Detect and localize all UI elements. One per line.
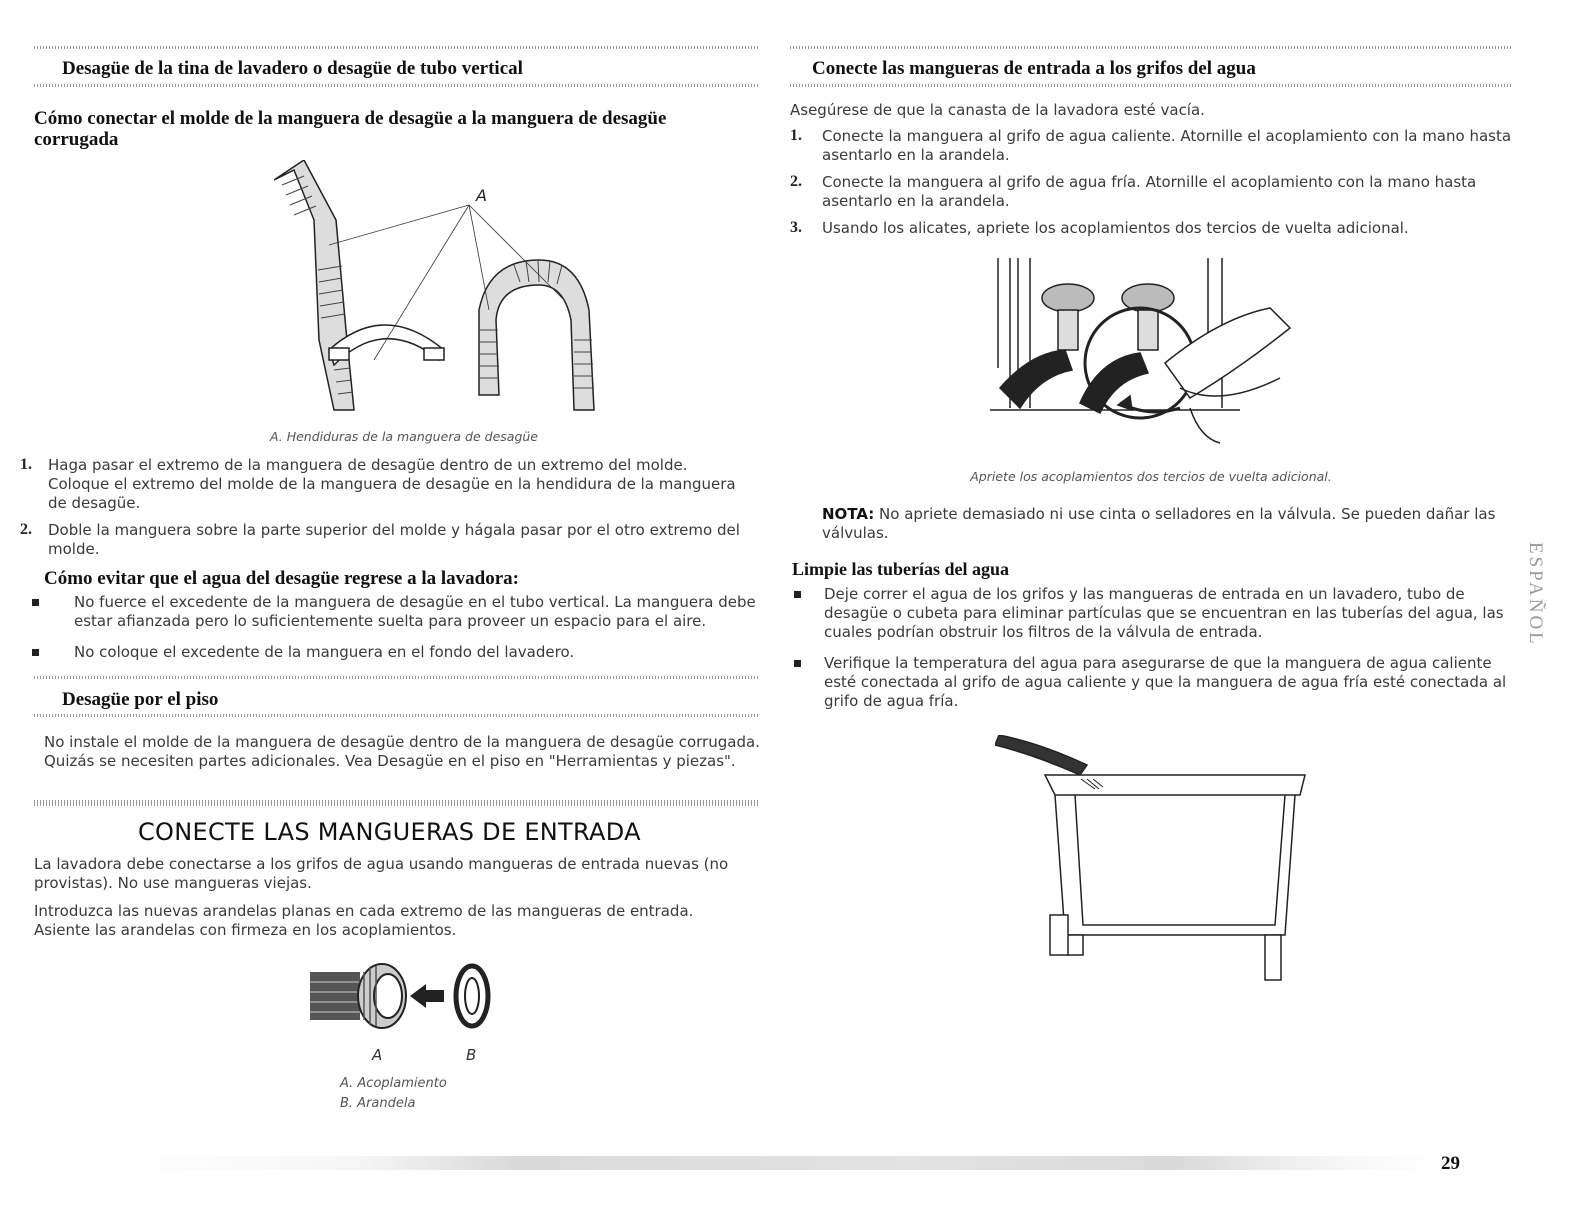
figure-caption: A. Hendiduras de la manguera de desagüe xyxy=(269,429,539,444)
bullet-icon xyxy=(794,591,801,598)
step-number: 2. xyxy=(20,521,32,538)
drain-hose-form-illustration xyxy=(274,160,614,420)
divider xyxy=(34,84,758,87)
figure-caption-a: A. Acoplamiento xyxy=(340,1076,447,1091)
note-text xyxy=(822,505,1512,543)
divider xyxy=(34,46,758,49)
footer-bar xyxy=(120,1156,1438,1170)
subsection-title-connect-form: Cómo conectar el molde de la manguera de desagüe a la manguera de desagüe corrugada xyxy=(34,108,667,150)
coupling-washer-illustration xyxy=(310,962,510,1042)
faucet-pliers-illustration xyxy=(990,258,1320,458)
paragraph: Introduzca las nuevas arandelas planas en cada extremo de las mangueras de entrada. Asiente las arandelas con firmeza en los acoplamientos. xyxy=(34,902,694,939)
subsection-title-flush-lines: Limpie las tuberías del agua xyxy=(792,559,1010,579)
laundry-tub-illustration xyxy=(995,735,1315,985)
figure-caption: Apriete los acoplamientos dos tercios de vuelta adicional. xyxy=(970,469,1332,484)
note-label: NOTA: xyxy=(822,505,875,523)
figure-caption-b: B. Arandela xyxy=(340,1096,416,1111)
figure-label-b: B xyxy=(466,1046,477,1064)
language-tab-label: ESPAÑOL xyxy=(1525,542,1546,647)
divider xyxy=(34,714,758,717)
section-title-connect-hoses: Conecte las mangueras de entrada a los grifos del agua xyxy=(812,58,1256,79)
note-body: No apriete demasiado ni use cinta o selladores en la válvula. Se pueden dañar las válvulas. xyxy=(822,505,1496,542)
step-number: 3. xyxy=(790,219,802,236)
figure-label-a: A xyxy=(476,186,487,205)
step-text: Usando los alicates, apriete los acoplamientos dos tercios de vuelta adicional. xyxy=(822,219,1409,237)
bullet-text: No coloque el excedente de la manguera en el fondo del lavadero. xyxy=(74,643,575,661)
bullet-text: Verifique la temperatura del agua para asegurarse de que la manguera de agua caliente esté conectada al grifo de agua caliente y que la manguera de agua fría esté conectada al grifo de agua fría. xyxy=(824,654,1507,710)
intro-text: Asegúrese de que la canasta de la lavadora esté vacía. xyxy=(790,101,1205,119)
step-text: Doble la manguera sobre la parte superior del molde y hágala pasar por el otro extremo del molde. xyxy=(48,521,740,558)
divider xyxy=(34,676,758,679)
floor-drain-text: No instale el molde de la manguera de desagüe dentro de la manguera de desagüe corrugada. Quizás se necesiten partes adicionales. Vea Desagüe en el piso en "Herramientas y piezas". xyxy=(44,733,760,770)
figure-label-a: A xyxy=(372,1046,383,1064)
step-number: 2. xyxy=(790,173,802,190)
divider xyxy=(34,800,758,806)
divider xyxy=(790,84,1512,87)
step-text: Conecte la manguera al grifo de agua fría. Atornille el acoplamiento con la mano hasta asentarlo en la arandela. xyxy=(822,173,1477,210)
language-tab xyxy=(1524,542,1550,662)
step-number: 1. xyxy=(790,127,802,144)
divider xyxy=(790,46,1512,49)
step-text: Conecte la manguera al grifo de agua caliente. Atornille el acoplamiento con la mano hasta asentarlo en la arandela. xyxy=(822,127,1512,164)
step-text: Haga pasar el extremo de la manguera de desagüe dentro de un extremo del molde. Coloque el extremo del molde de la manguera de desagüe en la hendidura de la manguera de desagüe. xyxy=(48,456,736,512)
section-title-tub-drain: Desagüe de la tina de lavadero o desagüe de tubo vertical xyxy=(62,58,523,79)
page-number: 29 xyxy=(1441,1153,1460,1174)
section-title-floor-drain: Desagüe por el piso xyxy=(62,689,219,710)
bullet-icon xyxy=(794,660,801,667)
bullet-icon xyxy=(32,649,39,656)
bullet-text: No fuerce el excedente de la manguera de desagüe en el tubo vertical. La manguera debe estar afianzada pero lo suficientemente suelta para proveer un espacio para el aire. xyxy=(74,593,756,630)
subsection-title-prevent-backflow: Cómo evitar que el agua del desagüe regrese a la lavadora: xyxy=(44,568,519,589)
paragraph: La lavadora debe conectarse a los grifos de agua usando mangueras de entrada nuevas (no provistas). No use mangueras viejas. xyxy=(34,855,729,892)
bullet-icon xyxy=(32,599,39,606)
step-number: 1. xyxy=(20,456,32,473)
page-heading: CONECTE LAS MANGUERAS DE ENTRADA xyxy=(138,818,641,846)
bullet-text: Deje correr el agua de los grifos y las mangueras de entrada en un lavadero, tubo de desagüe o cubeta para eliminar partículas que se encuentran en las tuberías del agua, las cuales podrían obstruir los filtros de la válvula de entrada. xyxy=(824,585,1504,641)
